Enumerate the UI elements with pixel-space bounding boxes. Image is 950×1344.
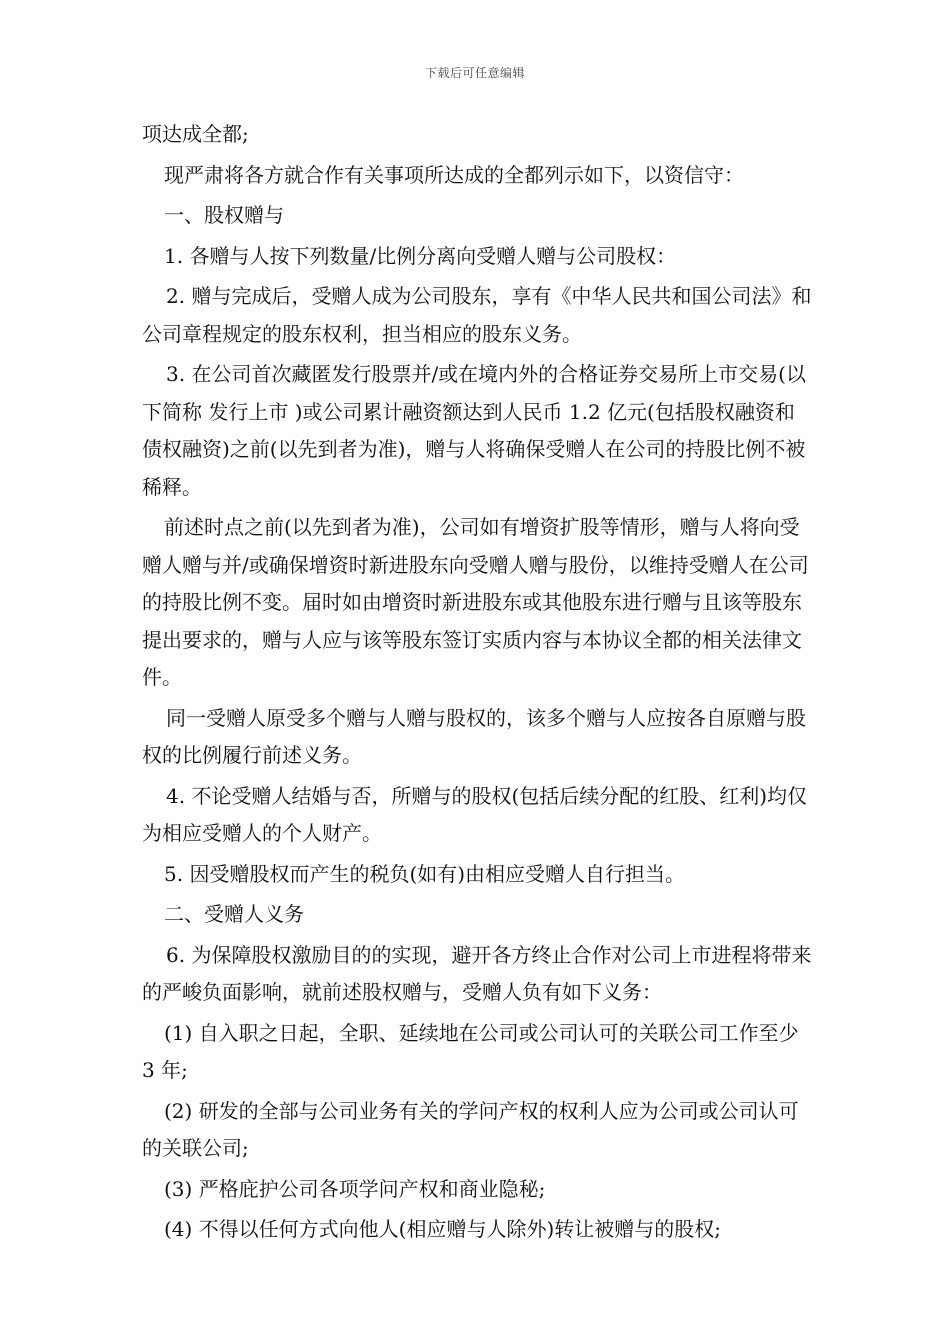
clause-6: 6. 为保障股权激励目的的实现，避开各方终止合作对公司上市进程将带来的严峻负面影响，就前述股权赠与，受赠人负有如下义务：: [142, 942, 812, 1004]
paragraph-multiple-donors: 同一受赠人原受多个赠与人赠与股权的，该多个赠与人应按各自原赠与股权的比例履行前述义务。: [142, 705, 806, 767]
obligation-item-3: (3) 严格庇护公司各项学问产权和商业隐秘;: [164, 1176, 546, 1201]
clause-1: 1. 各赠与人按下列数量/比例分离向受赠人赠与公司股权：: [164, 243, 677, 268]
obligation-item-1: (1) 自入职之日起，全职、延续地在公司或公司认可的关联公司工作至少 3 年;: [142, 1020, 806, 1082]
obligation-item-2: (2) 研发的全部与公司业务有关的学问产权的权利人应为公司或公司认可的关联公司;: [142, 1098, 799, 1160]
obligation-item-4: (4) 不得以任何方式向他人(相应赠与人除外)转让被赠与的股权;: [164, 1217, 722, 1241]
clause-5: 5. 因受赠股权而产生的税负(如有)由相应受赠人自行担当。: [164, 861, 686, 886]
section-heading-equity-gift: 一、股权赠与: [164, 203, 284, 227]
section-heading-donee-obligations: 二、受赠人义务: [164, 902, 304, 926]
clause-3: 3. 在公司首次藏匿发行股票并/或在境内外的合格证券交易所上市交易(以下简称 发行上市 )或公司累计融资额达到人民币 1.2 亿元(包括股权融资和债权融资)之前(以先到者为准)，赠与人将确保受赠人在公司的持股比例不被稀释。: [142, 362, 806, 499]
page-header: 下载后可任意编辑: [424, 66, 525, 80]
clause-4: 4. 不论受赠人结婚与否，所赠与的股权(包括后续分配的红股、红利)均仅为相应受赠人的个人财产。: [142, 783, 808, 845]
clause-2: 2. 赠与完成后，受赠人成为公司股东，享有《中华人民共和国公司法》和公司章程规定的股东权利，担当相应的股东义务。: [142, 284, 812, 346]
paragraph-intro: 现严肃将各方就合作有关事项所达成的全都列示如下，以资信守：: [164, 162, 744, 187]
document-body: [142, 116, 812, 1249]
paragraph-dilution-protection: 前述时点之前(以先到者为准)，公司如有增资扩股等情形，赠与人将向受赠人赠与并/或确保增资时新进股东向受赠人赠与股份，以维持受赠人在公司的持股比例不变。届时如由增资时新进股东或其他股东进行赠与且该等股东提出要求的，赠与人应与该等股东签订实质内容与本协议全都的相关法律文件。: [142, 515, 809, 689]
paragraph-continuation: 项达成全都;: [142, 122, 249, 146]
